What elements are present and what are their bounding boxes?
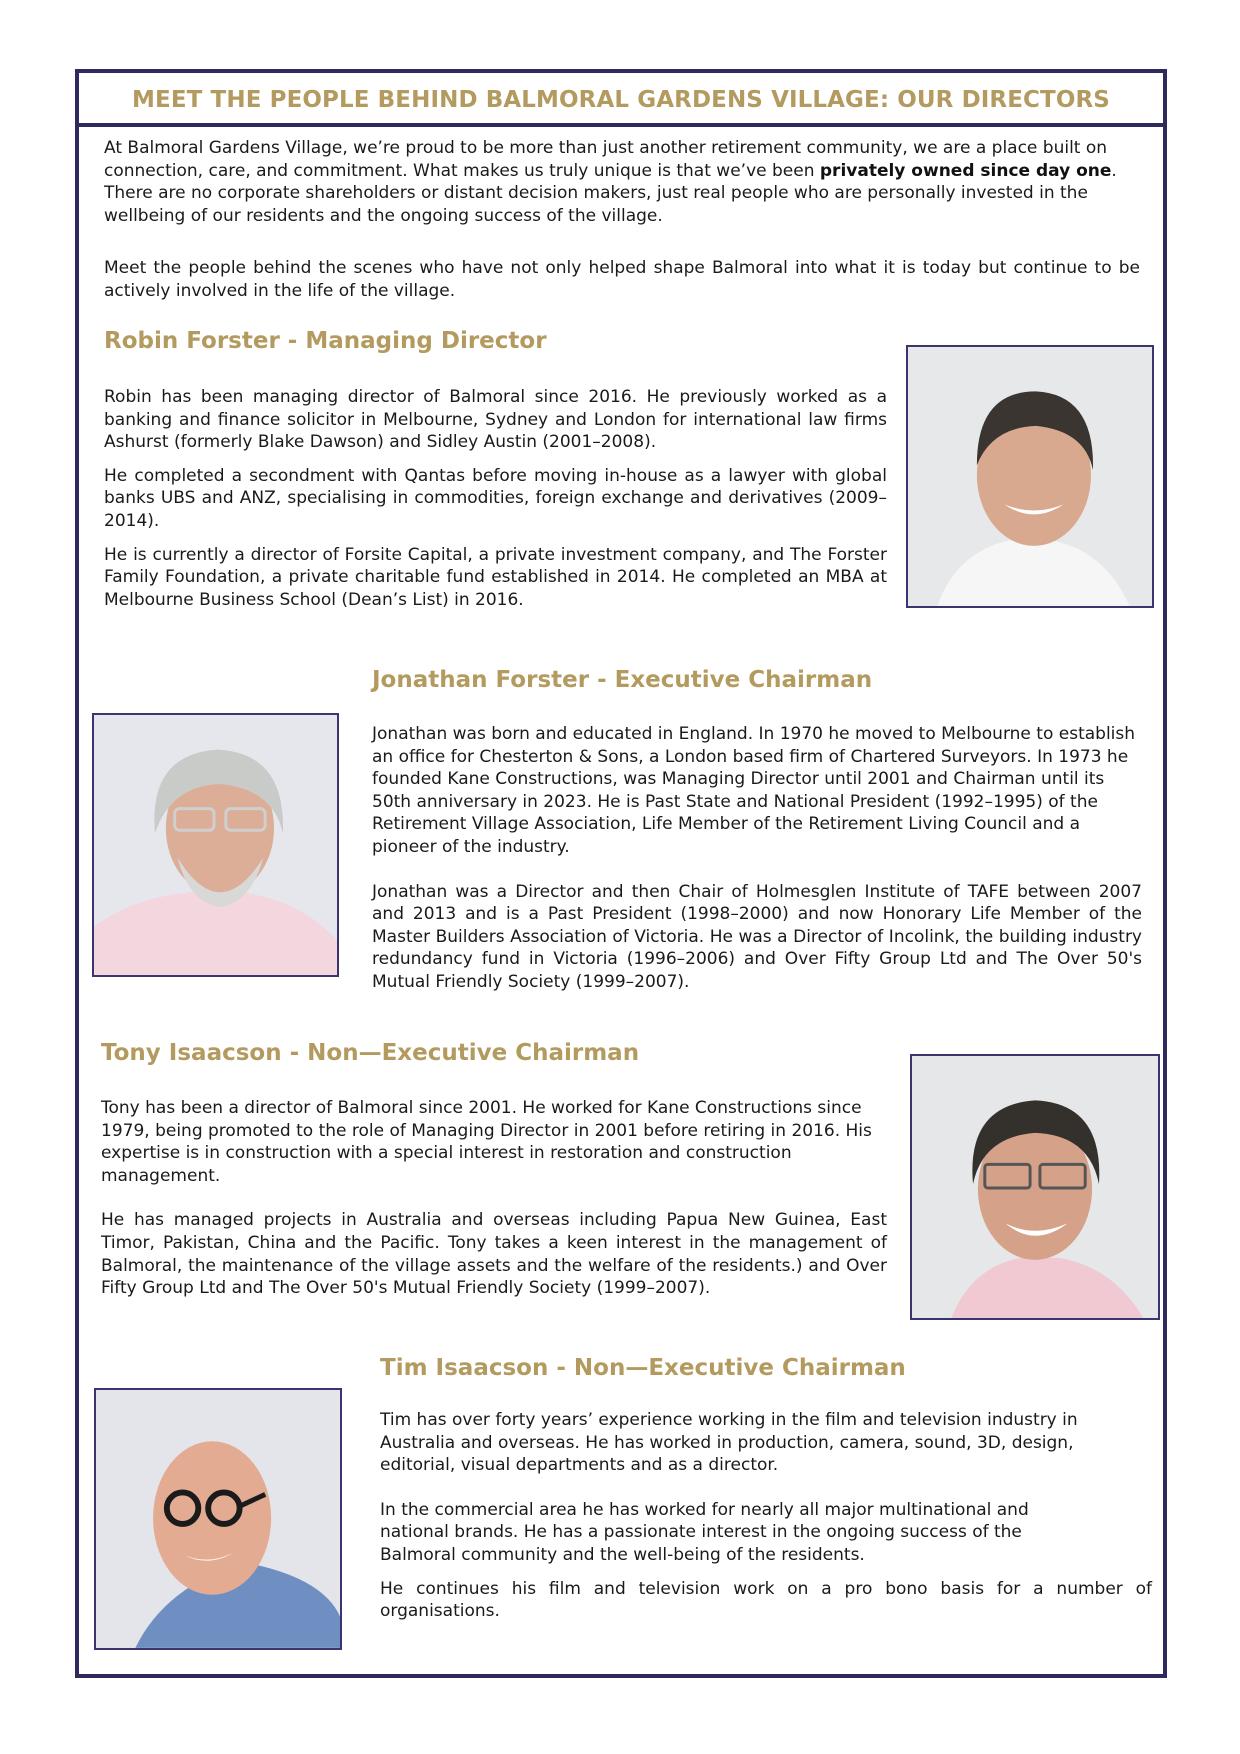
photo-tony-isaacson	[910, 1054, 1160, 1320]
director-heading-tim: Tim Isaacson - Non—Executive Chairman	[380, 1355, 906, 1381]
photo-jonathan-forster	[92, 713, 339, 977]
director-heading-tony: Tony Isaacson - Non—Executive Chairman	[101, 1040, 640, 1066]
bio-paragraph: Jonathan was a Director and then Chair of Holmesglen Institute of TAFE between 2007 and 2013 and is a Past President (1998–2000) and now Honorary Life Member of the Master Builders Association of Victoria. He was a Director of Incolink, the building industry redundancy fund in Victoria (1996–2006) and Over Fifty Group Ltd and The Over 50's Mutual Friendly Society (1999–2007).	[372, 881, 1142, 992]
person-portrait-icon	[908, 347, 1152, 606]
title-divider	[79, 123, 1163, 127]
director-bio-tony	[101, 1097, 887, 1300]
person-portrait-icon	[96, 1390, 340, 1648]
bio-paragraph: He has managed projects in Australia and overseas including Papua New Guinea, East Timor, Pakistan, China and the Pacific. Tony takes a keen interest in the management of Balmoral, the maintenance of the village assets and the welfare of the residents.) and Over Fifty Group Ltd and The Over 50's Mutual Friendly Society (1999–2007).	[101, 1210, 887, 1299]
director-heading-jonathan: Jonathan Forster - Executive Chairman	[372, 667, 873, 693]
bio-paragraph: Tony has been a director of Balmoral since 2001. He worked for Kane Constructions since 1979, being promoted to the role of Managing Director in 2001 before retiring in 2016. His expertise is in construction with a special interest in restoration and construction management.	[101, 1098, 872, 1186]
bio-paragraph: He completed a secondment with Qantas before moving in-house as a lawyer with global banks UBS and ANZ, specialising in commodities, foreign exchange and derivatives (2009–2014).	[104, 465, 887, 531]
photo-robin-forster	[906, 345, 1154, 608]
intro-bold-text: privately owned since day one	[819, 160, 1112, 181]
bio-paragraph: Robin has been managing director of Balmoral since 2016. He previously worked as a banking and finance solicitor in Melbourne, Sydney and London for international law firms Ashurst (formerly Blake Dawson) and Sidley Austin (2001–2008).	[104, 387, 887, 453]
director-bio-jonathan	[372, 723, 1142, 994]
person-portrait-icon	[912, 1056, 1158, 1318]
bio-paragraph: In the commercial area he has worked for nearly all major multinational and national brands. He has a passionate interest in the ongoing success of the Balmoral community and the well-being of the residents.	[380, 1499, 1029, 1565]
bio-paragraph: Tim has over forty years’ experience working in the film and television industry in Australia and overseas. He has worked in production, camera, sound, 3D, design, editorial, visual departments and as a director.	[380, 1410, 1078, 1476]
bio-paragraph: He continues his film and television work on a pro bono basis for a number of organisations.	[380, 1578, 1152, 1622]
bio-paragraph: He is currently a director of Forsite Capital, a private investment company, and The Forster Family Foundation, a private charitable fund established in 2014. He completed an MBA at Melbourne Business School (Dean’s List) in 2016.	[104, 544, 887, 610]
director-heading-robin: Robin Forster - Managing Director	[104, 328, 547, 354]
director-bio-robin	[104, 386, 887, 611]
director-bio-tim	[380, 1409, 1152, 1623]
intro-text: At Balmoral Gardens Village, we’re proud to be more than just another retirement community, we are a place built on connection, care, and commitment. What makes us truly unique is that we’ve been	[104, 138, 1108, 181]
intro-text-cont: . There are no corporate shareholders or distant decision makers, just real people who are personally invested in the wellbeing of our residents and the ongoing success of the village.	[104, 160, 1117, 226]
page-title: MEET THE PEOPLE BEHIND BALMORAL GARDENS VILLAGE: OUR DIRECTORS	[132, 87, 1110, 113]
bio-paragraph: Jonathan was born and educated in England. In 1970 he moved to Melbourne to establish an office for Chesterton & Sons, a London based firm of Chartered Surveyors. In 1973 he founded Kane Constructions, was Managing Director until 2001 and Chairman until its 50th anniversary in 2023. He is Past State and National President (1992–1995) of the Retirement Village Association, Life Member of the Retirement Living Council and a pioneer of the industry.	[372, 724, 1136, 857]
photo-tim-isaacson	[94, 1388, 342, 1650]
intro-paragraph-2	[104, 257, 1140, 302]
intro-text-2: Meet the people behind the scenes who have not only helped shape Balmoral into what it is today but continue to be actively involved in the life of the village.	[104, 258, 1140, 301]
person-portrait-icon	[94, 715, 337, 975]
intro-paragraph-1	[104, 137, 1140, 227]
